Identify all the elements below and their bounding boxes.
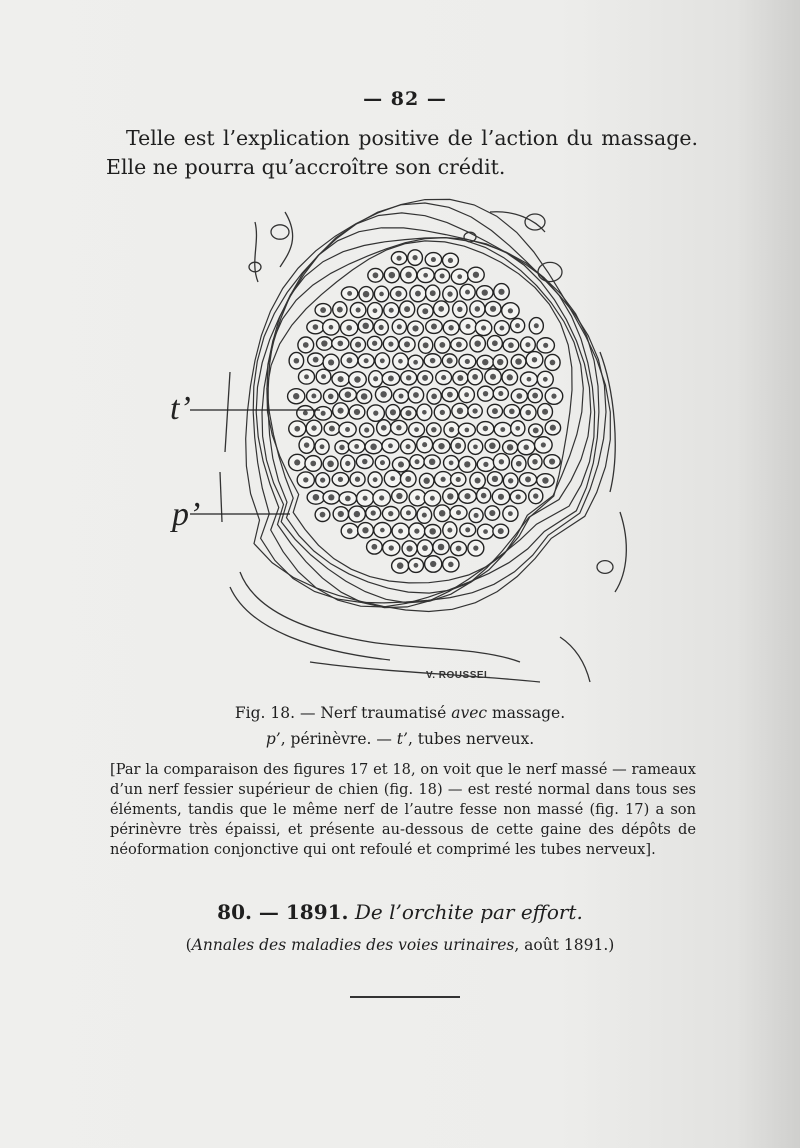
- nerve-fiber: [305, 456, 322, 472]
- caption-prefix: Fig. 18. — Nerf traumatisé: [234, 704, 452, 722]
- nerve-fiber: [544, 455, 560, 469]
- nerve-fiber: [451, 338, 467, 351]
- nerve-fiber: [349, 405, 365, 419]
- nerve-fiber: [468, 439, 483, 454]
- nerve-fiber: [426, 320, 443, 334]
- nerve-fiber: [392, 319, 406, 334]
- nerve-fiber: [535, 437, 553, 453]
- nerve-fiber: [373, 490, 391, 506]
- nerve-fiber: [417, 304, 433, 319]
- nerve-fiber: [528, 388, 542, 402]
- note-text: [Par la comparaison des figures 17 et 18, on voit que le nerf massé — rameaux d’un nerf fessier supérieur de chien (fig. 18) — est resté normal dans tous ses éléments, tandis que le même nerf de l’autre fesse non massé (fig. 17) a son périnèvre très épaissi, et présente au-dessous de cette gaine des dépôts de néoformation conjonctive qui ont refoulé et comprimé les tubes nerveux].: [110, 761, 696, 858]
- nerve-fiber: [442, 388, 458, 402]
- nerve-fiber: [335, 441, 349, 454]
- nerve-fiber: [492, 489, 509, 505]
- nerve-fiber: [289, 454, 306, 470]
- nerve-fiber: [315, 508, 330, 522]
- nerve-fiber: [433, 539, 449, 554]
- nerve-fiber: [323, 354, 339, 371]
- artist-signature: V. ROUSSEL: [426, 670, 491, 681]
- nerve-fiber: [424, 455, 440, 469]
- nerve-fiber: [529, 424, 543, 437]
- source-journal: Annales des maladies des voies urinaires: [191, 936, 515, 954]
- nerve-fiber: [383, 337, 398, 352]
- nerve-fiber: [360, 423, 374, 437]
- nerve-fiber: [470, 472, 485, 488]
- nerve-fiber: [383, 540, 400, 555]
- section-rule: [350, 996, 460, 998]
- nerve-fiber: [341, 455, 355, 472]
- nerve-fiber: [417, 404, 432, 420]
- nerve-fiber: [502, 370, 518, 385]
- nerve-fiber: [332, 337, 349, 351]
- nerve-fiber: [537, 338, 554, 353]
- connective-tissue-stroke: [255, 222, 258, 282]
- nerve-fiber: [450, 506, 467, 520]
- nerve-fiber: [526, 352, 543, 368]
- nerve-fiber: [297, 472, 314, 488]
- nerve-fiber: [434, 472, 451, 487]
- entry-title: De l’orchite par effort.: [354, 900, 583, 924]
- nerve-fiber: [511, 355, 526, 369]
- nerve-fiber: [390, 287, 406, 301]
- nerve-fiber: [367, 405, 384, 421]
- nerve-fiber: [367, 539, 383, 554]
- nerve-fiber: [451, 473, 466, 487]
- nerve-fiber: [459, 456, 476, 472]
- nerve-fiber: [453, 301, 467, 318]
- nerve-fiber: [307, 320, 324, 334]
- nerve-fiber: [386, 405, 400, 420]
- nerve-fiber: [357, 389, 372, 403]
- nerve-fiber: [521, 337, 536, 352]
- nerve-fiber: [436, 371, 452, 385]
- nerve-fiber: [316, 369, 331, 384]
- nerve-fiber: [382, 506, 399, 520]
- nerve-fiber: [392, 523, 409, 539]
- nerve-fiber: [504, 405, 520, 418]
- nerve-fiber: [417, 507, 432, 523]
- nerve-fiber: [297, 406, 314, 421]
- nerve-fiber: [392, 457, 409, 472]
- nerve-fiber: [348, 440, 364, 454]
- nerve-fiber: [393, 353, 409, 369]
- nerve-fiber: [477, 355, 493, 369]
- figure-caption-line2: [200, 730, 600, 748]
- nerve-fiber: [433, 301, 448, 317]
- nerve-fiber: [366, 506, 381, 520]
- nerve-fiber: [443, 320, 459, 335]
- nerve-fiber: [475, 320, 491, 335]
- nerve-fiber: [307, 389, 322, 403]
- nerve-fiber: [518, 440, 535, 455]
- nerve-fiber: [377, 420, 391, 436]
- nerve-fiber: [408, 387, 423, 403]
- nerve-fiber: [339, 388, 356, 401]
- nerve-fiber: [545, 388, 563, 404]
- nerve-fiber: [458, 423, 475, 436]
- nerve-fiber: [299, 437, 314, 453]
- nerve-fiber: [425, 524, 441, 538]
- nerve-fiber: [323, 456, 338, 471]
- intro-text: Telle est l’explication positive de l’action du massage. Elle ne pourra qu’accroître son crédit.: [106, 126, 698, 179]
- nerve-fiber: [332, 473, 349, 487]
- caption-t: t’: [396, 730, 408, 748]
- connective-tissue-stroke: [615, 512, 626, 592]
- nerve-fiber: [545, 420, 560, 434]
- nerve-fiber: [451, 438, 465, 454]
- nerve-fiber: [368, 472, 382, 488]
- nerve-fiber: [485, 506, 500, 520]
- nerve-fiber: [392, 489, 407, 503]
- nerve-fiber: [469, 508, 483, 522]
- nerve-fiber: [477, 457, 494, 471]
- nerve-fiber: [485, 369, 501, 385]
- nerve-fiber: [520, 372, 537, 386]
- caption-suffix: massage.: [487, 704, 566, 722]
- nerve-fiber: [333, 507, 348, 522]
- nerve-fiber: [384, 267, 399, 282]
- bracketed-note: [110, 760, 696, 860]
- nerve-fiber: [443, 286, 458, 302]
- nerve-fiber: [510, 490, 526, 503]
- nerve-fiber: [443, 522, 457, 539]
- nerve-fiber: [443, 557, 459, 572]
- intro-paragraph: [106, 124, 698, 182]
- nerve-fiber: [528, 454, 542, 469]
- nerve-fiber: [288, 389, 305, 404]
- nerve-illustration: [160, 192, 640, 692]
- caption-p: p’: [265, 730, 281, 748]
- nerve-fiber: [477, 524, 493, 539]
- nerve-fiber: [392, 558, 409, 573]
- nerve-fiber: [426, 285, 440, 301]
- nerve-fiber: [401, 439, 416, 453]
- nerve-fiber: [538, 404, 553, 420]
- nerve-fiber: [470, 335, 485, 351]
- nerve-fiber: [494, 422, 511, 436]
- nerve-fiber: [512, 455, 526, 471]
- page-number: — 82 —: [363, 88, 447, 110]
- nerve-fiber: [289, 421, 306, 437]
- nerve-fiber: [425, 556, 442, 572]
- source-open: (: [185, 936, 192, 954]
- nerve-fiber: [333, 302, 347, 318]
- nerve-fiber: [323, 389, 338, 404]
- figure-caption-line1: [200, 704, 600, 722]
- nerve-fiber: [351, 337, 366, 352]
- nerve-fiber: [400, 471, 416, 487]
- nerve-fiber: [391, 420, 408, 434]
- nerve-cross-section-drawing: [160, 192, 640, 692]
- nerve-fiber: [341, 287, 357, 300]
- nerve-fiber: [417, 371, 432, 385]
- nerve-fiber: [425, 253, 441, 267]
- nerve-fiber: [494, 321, 509, 336]
- nerve-fiber: [459, 489, 477, 503]
- nerve-fiber: [408, 250, 423, 266]
- connective-tissue-stroke: [490, 212, 545, 232]
- entry-heading: [150, 900, 650, 924]
- nerve-fiber: [400, 301, 415, 317]
- nerve-fiber: [468, 267, 485, 282]
- nerve-fiber: [493, 387, 508, 401]
- nerve-fiber: [503, 473, 518, 488]
- source-date: , août 1891.): [514, 936, 615, 954]
- nerve-fiber: [503, 506, 518, 521]
- nerve-fiber: [545, 354, 560, 370]
- nerve-fiber: [357, 490, 374, 506]
- nerve-fiber: [359, 287, 373, 302]
- nerve-fiber: [409, 523, 425, 539]
- connective-tissue-stroke: [310, 662, 540, 682]
- nerve-fiber: [402, 541, 417, 556]
- nerve-fiber: [503, 441, 518, 455]
- nerve-fiber: [348, 506, 365, 522]
- nerve-fiber: [511, 389, 527, 403]
- nerve-fiber: [298, 337, 314, 353]
- nerve-fiber: [537, 371, 553, 387]
- nerve-fiber: [374, 286, 388, 302]
- nerve-fiber: [375, 456, 389, 470]
- nerve-fiber: [477, 488, 491, 503]
- nerve-fiber: [451, 269, 468, 284]
- nerve-fiber: [340, 320, 357, 336]
- nerve-fiber: [419, 337, 433, 353]
- nerve-fiber: [494, 284, 509, 300]
- nerve-fiber: [493, 524, 509, 538]
- nerve-fiber: [511, 421, 525, 436]
- entry-source: [150, 936, 650, 954]
- nerve-fiber: [434, 505, 450, 522]
- connective-tissue-stroke: [600, 352, 615, 492]
- nerve-fiber: [401, 371, 417, 385]
- nerve-fiber: [341, 523, 358, 538]
- nerve-fiber: [424, 490, 441, 506]
- nerve-fiber: [529, 318, 543, 334]
- nerve-fiber: [375, 387, 391, 403]
- nerve-fiber: [537, 474, 554, 488]
- nerve-fiber: [476, 286, 493, 300]
- nerve-fiber: [289, 352, 304, 369]
- nerve-fiber: [487, 472, 502, 486]
- nerve-fiber: [452, 403, 468, 418]
- nerve-fiber: [444, 422, 459, 437]
- nerve-fiber: [427, 389, 441, 405]
- isolated-fiber: [271, 225, 289, 239]
- nerve-fiber: [493, 454, 509, 471]
- nerve-fiber: [443, 488, 458, 504]
- nerve-fiber: [417, 540, 433, 557]
- nerve-fiber: [307, 490, 325, 504]
- connective-tissue-stroke: [225, 372, 230, 452]
- nerve-fiber: [519, 473, 536, 486]
- nerve-fiber: [384, 303, 399, 318]
- isolated-fiber: [525, 214, 545, 230]
- nerve-fiber: [315, 407, 332, 420]
- nerve-fiber: [324, 422, 340, 436]
- nerve-fiber: [485, 439, 500, 453]
- nerve-fiber: [433, 439, 450, 453]
- nerve-fiber: [315, 439, 329, 454]
- nerve-fiber: [444, 456, 459, 471]
- nerve-fiber: [459, 387, 475, 403]
- nerve-fiber: [384, 470, 401, 486]
- nerve-fiber: [520, 405, 536, 421]
- nerve-fiber: [339, 422, 356, 437]
- nerve-fiber: [410, 285, 426, 301]
- nerve-fiber: [350, 472, 365, 486]
- nerve-fiber: [316, 473, 330, 488]
- nerve-fiber: [368, 303, 383, 319]
- nerve-fiber: [417, 268, 434, 283]
- nerve-fiber: [451, 541, 467, 555]
- connective-tissue-stroke: [560, 637, 590, 682]
- nerve-fiber: [442, 253, 458, 267]
- nerve-fiber: [487, 336, 502, 351]
- nerve-fiber: [434, 404, 450, 420]
- nerve-fiber: [356, 454, 373, 468]
- nerve-fiber: [358, 354, 374, 368]
- nerve-fiber: [410, 455, 425, 469]
- nerve-fiber: [460, 523, 476, 536]
- label-t: t’: [170, 390, 191, 427]
- nerve-fiber: [478, 386, 494, 401]
- nerve-fiber: [409, 422, 425, 436]
- nerve-fiber: [358, 523, 374, 538]
- nerve-fiber: [382, 439, 399, 453]
- nerve-fiber: [529, 488, 543, 503]
- nerve-fiber: [393, 389, 408, 403]
- nerve-fiber: [298, 370, 314, 385]
- nerve-fiber: [341, 353, 358, 368]
- nerve-fiber: [358, 319, 373, 333]
- nerve-fiber: [460, 318, 477, 334]
- nerve-fiber: [323, 491, 340, 504]
- nerve-fiber: [424, 354, 441, 368]
- isolated-fiber: [538, 262, 562, 281]
- nerve-fiber: [493, 355, 507, 370]
- label-p: p’: [172, 496, 201, 533]
- nerve-fiber: [368, 268, 383, 282]
- connective-tissue-stroke: [230, 587, 390, 660]
- nerve-fiber: [369, 371, 383, 387]
- nerve-fiber: [485, 301, 501, 316]
- nerve-fiber: [459, 354, 476, 368]
- nerve-fiber: [333, 403, 349, 419]
- caption-italic: avec: [451, 704, 488, 722]
- nerve-fiber: [323, 319, 340, 335]
- nerve-fiber: [374, 320, 388, 335]
- nerve-fiber: [339, 492, 356, 505]
- nerve-fiber: [502, 303, 520, 319]
- nerve-fiber: [374, 522, 391, 537]
- nerve-fiber: [468, 404, 482, 418]
- nerve-fiber: [332, 372, 349, 386]
- nerve-fiber: [401, 506, 416, 520]
- nerve-fiber: [435, 337, 451, 353]
- nerve-fiber: [477, 422, 494, 436]
- nerve-fiber: [487, 404, 502, 418]
- isolated-fiber: [597, 561, 613, 574]
- nerve-fiber: [460, 284, 475, 300]
- nerve-fiber: [391, 252, 406, 265]
- nerve-fiber: [382, 372, 399, 386]
- nerve-fiber: [510, 318, 524, 332]
- nerve-fiber: [417, 437, 433, 453]
- nerve-fiber: [408, 558, 423, 572]
- nerve-fiber: [408, 355, 423, 369]
- nerve-fiber: [375, 353, 390, 369]
- nerve-fiber: [367, 336, 381, 350]
- nerve-fiber: [399, 337, 415, 352]
- nerve-fiber: [349, 372, 367, 388]
- nerve-fiber: [470, 301, 485, 317]
- nerve-fiber: [503, 338, 519, 352]
- nerve-fiber: [365, 440, 382, 454]
- nerve-fiber: [435, 269, 450, 283]
- nerve-fiber: [400, 267, 416, 283]
- caption-end: , tubes nerveux.: [407, 730, 535, 748]
- nerve-fiber: [401, 407, 416, 420]
- nerve-fiber: [468, 540, 484, 556]
- caption-mid: , périnèvre. —: [280, 730, 397, 748]
- entry-number: 80. — 1891.: [217, 900, 349, 924]
- nerve-fiber: [468, 369, 483, 385]
- nerve-fiber: [453, 371, 468, 385]
- nerve-fiber: [316, 337, 332, 350]
- nerve-fiber: [306, 420, 322, 436]
- nerve-fiber: [427, 423, 442, 437]
- nerve-fiber: [419, 473, 433, 488]
- nerve-fiber: [315, 304, 331, 317]
- nerve-fiber: [350, 302, 366, 317]
- nerve-fiber: [442, 354, 457, 368]
- nerve-fiber: [308, 353, 324, 366]
- nerve-fiber: [408, 321, 424, 336]
